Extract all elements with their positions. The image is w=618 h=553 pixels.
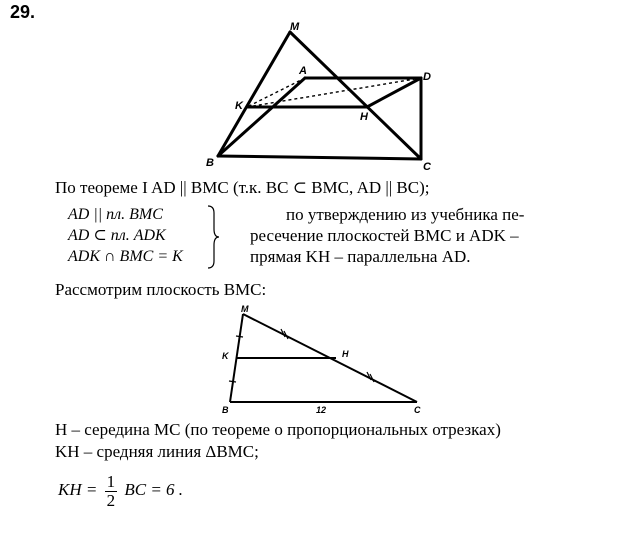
explanation-line: ресечение плоскостей BMC и ADK – [250,226,519,245]
label-side-12: 12 [316,405,327,415]
label-k2: K [222,351,229,361]
tick-mk [236,336,243,337]
explanation-line: по утверждению из учебника пе- [286,205,525,224]
midpoint-line: H – середина MC (по теореме о пропорциональных отрезках) [55,420,501,439]
edge-mb [218,32,290,156]
tick-kb [229,381,236,382]
edge-mc [290,32,421,159]
midline-line: KH – средняя линия ΔBMC; [55,442,259,461]
edge-dh [367,78,421,107]
system-block [68,204,183,267]
label-d: D [423,71,431,83]
fraction-half [105,473,118,510]
label-h: H [360,111,368,123]
system-item: AD || пл. BMC [68,206,163,223]
label-m2: M [241,304,249,314]
label-a: A [299,65,307,77]
label-c2: C [414,405,421,415]
label-b: B [206,157,214,169]
problem-number: 29. [10,2,36,22]
label-m: M [290,21,300,33]
label-k: K [235,100,243,112]
pyramid-figure [195,18,445,178]
formula [58,470,183,510]
formula-left: KH = [58,480,98,499]
explanation-line: прямая KH – параллельна AD. [250,247,471,266]
system-brace [206,204,220,270]
system-item: AD ⊂ пл. ADK [68,227,166,244]
fraction-numerator: 1 [106,471,116,491]
label-b2: B [222,405,229,415]
consider-line: Рассмотрим плоскость ВМС: [55,280,267,299]
edge-ab [218,78,305,156]
explanation-block [250,204,524,267]
edge-bc [218,156,421,159]
fraction-denominator: 2 [106,490,116,510]
system-item: ADK ∩ BMC = K [68,248,183,265]
formula-right: BC = 6 . [124,480,184,499]
triangle-figure [216,304,436,418]
theorem-line: По теореме I AD || BMC (т.к. BC ⊂ BMC, AD || BC); [55,178,430,197]
label-h2: H [342,349,349,359]
label-c: C [423,161,431,173]
